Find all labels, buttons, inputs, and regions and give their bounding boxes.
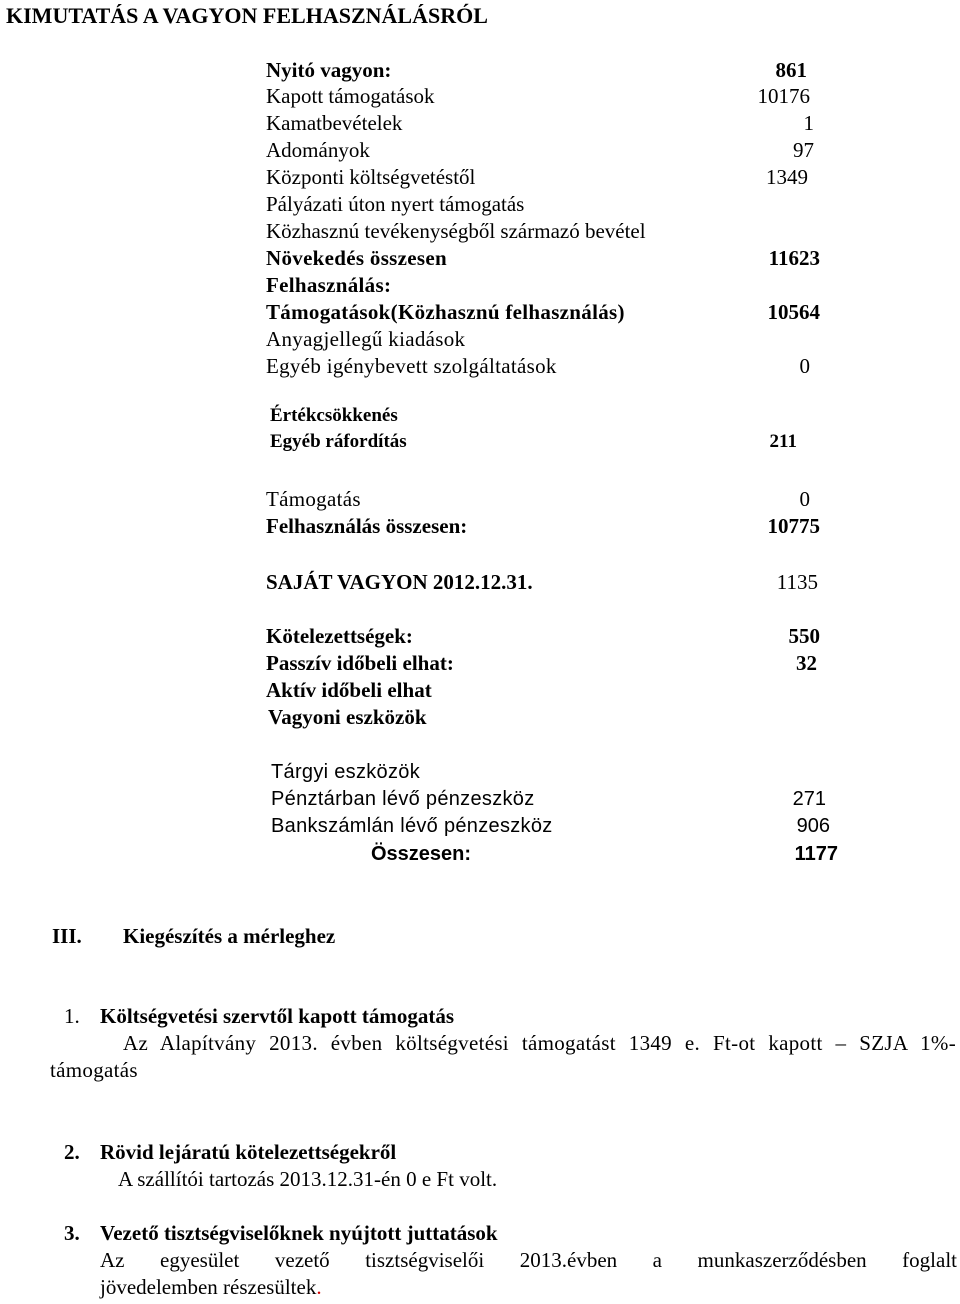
note-number: 1. [64, 1004, 80, 1028]
grants-value: 10176 [757, 84, 810, 108]
central-budget-label: Központi költségvetéstől [266, 165, 476, 189]
grants-label: Kapott támogatások [266, 84, 435, 108]
section-title: Kiegészítés a mérleghez [123, 924, 336, 948]
opening-label: Nyitó vagyon: [266, 58, 392, 82]
note-text: Az egyesület vezető tisztségviselői 2013.évben a munkaszerződésben foglalt [100, 1248, 957, 1272]
tender-label: Pályázati úton nyert támogatás [266, 192, 525, 216]
other-expenses-value: 211 [769, 431, 797, 452]
own-assets-value: 1135 [776, 570, 818, 594]
bank-value: 906 [796, 815, 830, 837]
tangible-label: Tárgyi eszközök [271, 761, 420, 783]
usage-total-value: 10775 [767, 514, 820, 538]
note-title: Költségvetési szervtől kapott támogatás [100, 1004, 455, 1028]
grants-usage-label: Támogatások(Közhasznú felhasználás) [266, 300, 625, 324]
note-title: Rövid lejáratú kötelezettségekről [100, 1140, 397, 1164]
other-services-label: Egyéb igénybevett szolgáltatások [266, 354, 557, 378]
support-label: Támogatás [266, 487, 361, 511]
support-value: 0 [799, 487, 810, 511]
increase-total-value: 11623 [768, 246, 820, 270]
note-text: A szállítói tartozás 2013.12.31-én 0 e Ft volt. [118, 1167, 498, 1191]
cash-value: 271 [792, 788, 826, 810]
liabilities-value: 550 [788, 624, 820, 648]
donations-label: Adományok [266, 138, 370, 162]
opening-value: 861 [775, 58, 807, 82]
note-number: 3. [64, 1221, 80, 1245]
liabilities-label: Kötelezettségek: [266, 624, 413, 648]
interest-value: 1 [803, 111, 814, 135]
section-number: III. [52, 924, 82, 948]
note-text-continued [100, 1277, 322, 1298]
public-benefit-income-label: Közhasznú tevékenységből származó bevétel [266, 219, 646, 243]
other-services-value: 0 [799, 354, 810, 378]
note-title: Vezető tisztségviselőknek nyújtott juttatások [100, 1221, 498, 1245]
grants-usage-value: 10564 [767, 300, 820, 324]
material-costs-label: Anyagjellegű kiadások [266, 327, 466, 351]
usage-total-label: Felhasználás összesen: [266, 514, 468, 538]
note-number: 2. [64, 1140, 80, 1164]
cash-label: Pénztárban lévő pénzeszköz [271, 788, 535, 810]
central-budget-value: 1349 [766, 165, 808, 189]
donations-value: 97 [793, 138, 814, 162]
own-assets-label: SAJÁT VAGYON 2012.12.31. [266, 570, 533, 594]
other-expenses-label: Egyéb ráfordítás [270, 431, 407, 452]
note-text-continued: támogatás [50, 1058, 138, 1082]
total-label: Összesen: [371, 843, 472, 865]
passive-accruals-label: Passzív időbeli elhat: [266, 651, 454, 675]
increase-total-label: Növekedés összesen [266, 246, 447, 270]
active-accruals-label: Aktív időbeli elhat [266, 678, 432, 702]
total-value: 1177 [794, 843, 838, 865]
depreciation-label: Értékcsökkenés [270, 405, 398, 426]
assets-label: Vagyoni eszközök [268, 705, 427, 729]
bank-label: Bankszámlán lévő pénzeszköz [271, 815, 553, 837]
note-text: Az Alapítvány 2013. évben költségvetési támogatást 1349 e. Ft-ot kapott – SZJA 1%- [123, 1031, 956, 1055]
note-text-end: . [316, 1275, 322, 1299]
interest-label: Kamatbevételek [266, 111, 403, 135]
note-text-body: jövedelemben részesültek [100, 1275, 317, 1299]
page-title: KIMUTATÁS A VAGYON FELHASZNÁLÁSRÓL [6, 3, 488, 28]
passive-accruals-value: 32 [796, 651, 817, 675]
usage-label: Felhasználás: [266, 273, 392, 297]
